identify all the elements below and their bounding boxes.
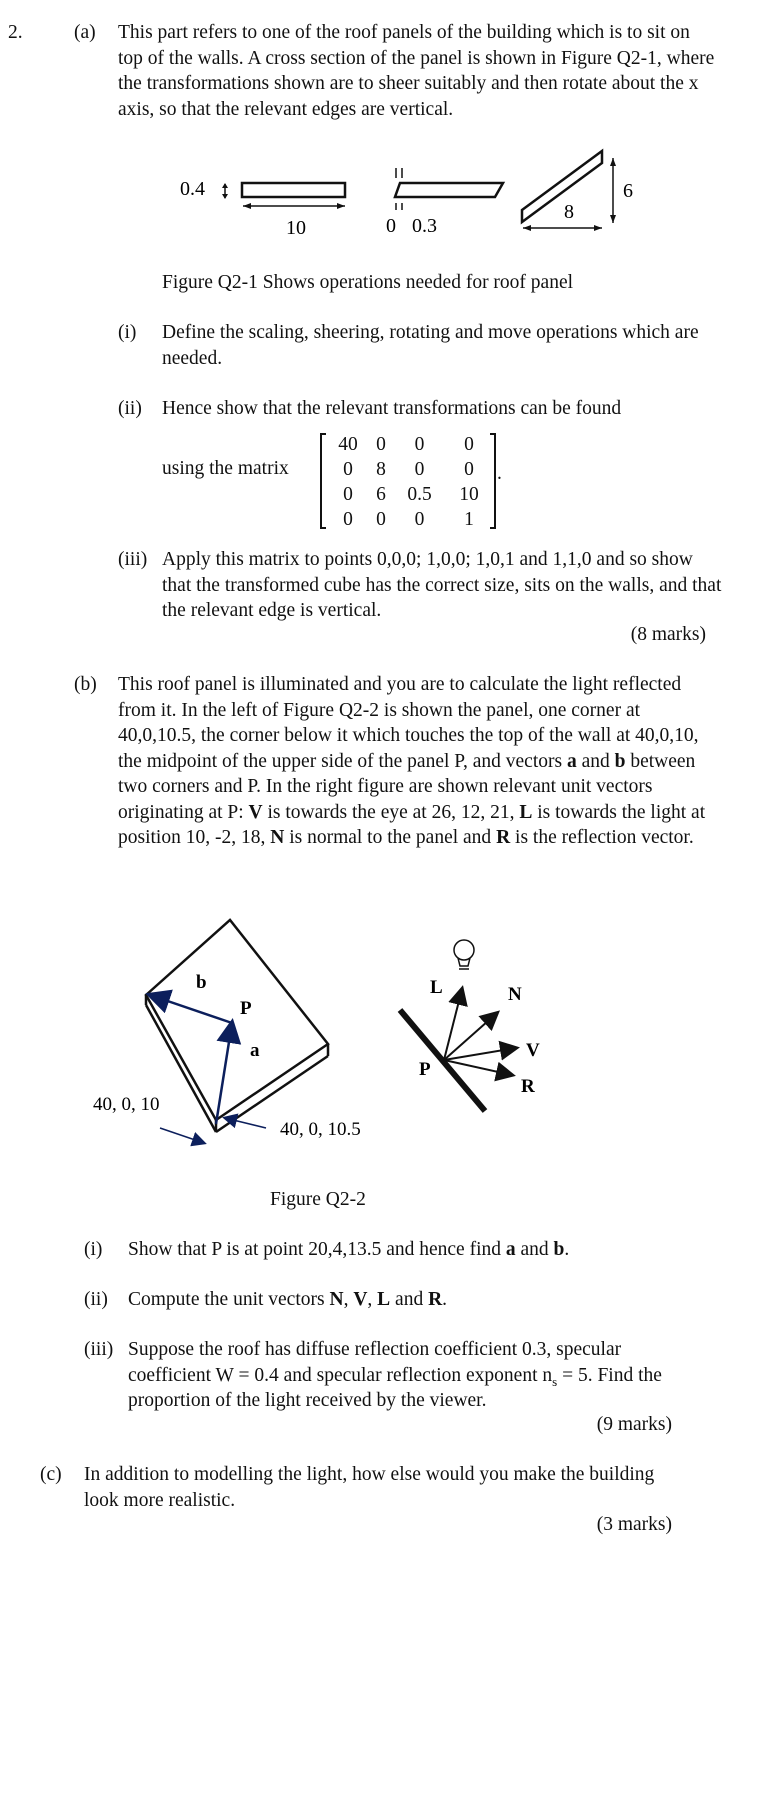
part-b-i-text: Show that P is at point 20,4,13.5 and hence find a and b.: [128, 1239, 570, 1260]
point-p-label: P: [240, 998, 252, 1019]
surface-line: [400, 1010, 485, 1111]
zero-label: 0: [386, 215, 396, 237]
thickness-label: 0.4: [180, 178, 205, 200]
rotated-panel: [522, 151, 602, 222]
figure-q2-1-caption: Figure Q2-1 Shows operations needed for roof panel: [162, 272, 574, 293]
transformation-matrix: [320, 432, 496, 532]
figure-q2-1: [150, 148, 670, 248]
part-c-marks: (3 marks): [596, 1514, 672, 1535]
part-b-label: (b): [74, 674, 97, 695]
length-label: 10: [286, 217, 306, 239]
vector-l-label: L: [430, 977, 443, 998]
corner-high-label: 40, 0, 10.5: [280, 1119, 361, 1140]
part-a-iii-text: Apply this matrix to points 0,0,0; 1,0,0; 1,0,1 and 1,1,0 and so show that the transformed cube has the correct size, sits on the walls, and that the relevant edge is vertical.: [162, 549, 722, 621]
point-p2-label: P: [419, 1059, 431, 1080]
height-label: 6: [623, 180, 633, 202]
roof-panel: [146, 920, 328, 1132]
vector-v-label: V: [526, 1040, 540, 1061]
part-a-ii-text2: using the matrix: [162, 458, 289, 479]
vector-a-label: a: [250, 1040, 260, 1061]
part-a-ii-label: (ii): [118, 398, 142, 419]
vector-n-label: N: [508, 984, 522, 1005]
lightbulb-icon: [454, 940, 474, 969]
slant-label: 8: [564, 201, 574, 223]
part-a-ii-text: Hence show that the relevant transformations can be found: [162, 398, 622, 419]
part-b-text: This roof panel is illuminated and you are to calculate the light reflected from it. In the left of Figure Q2-2 is shown the panel, one corner at 40,0,10.5, the corner below it which touches the top of the wall at 40,0,10, the midpoint of the upper side of the panel P, and vectors a and b between two corners and P. In the right figure are shown relevant unit vectors originating at P: V is towards the eye at 26, 12, 21, L is towards the light at position 10, -2, 18, N is normal to the panel and R is the reflection vector.: [118, 674, 706, 848]
matrix-period: .: [497, 463, 502, 484]
shift-label: 0.3: [412, 215, 437, 237]
original-panel: [242, 183, 345, 197]
matrix-row: 0 6 0.5 10: [343, 484, 479, 505]
part-b-marks: (9 marks): [596, 1414, 672, 1435]
part-a-marks: (8 marks): [630, 624, 706, 645]
vector-b-arrow: [150, 995, 232, 1023]
question-number: 2.: [8, 22, 23, 43]
part-b-iii-text: Suppose the roof has diffuse reflection coefficient 0.3, specular coefficient W = 0.4 and specular reflection exponent $n_s = 5$. Find the proportion of the light received by the viewer.: [128, 1339, 662, 1411]
vector-l-arrow: [444, 989, 462, 1060]
part-b-i-label: (i): [84, 1239, 103, 1260]
part-a-i-label: (i): [118, 322, 137, 343]
matrix-row: 40 0 0 0: [338, 434, 474, 455]
figure-q2-2: [80, 910, 600, 1160]
part-a-label: (a): [74, 22, 96, 43]
matrix-row: 0 8 0 0: [343, 459, 474, 480]
corner-low-label: 40, 0, 10: [93, 1094, 160, 1115]
vector-a-arrow: [216, 1023, 232, 1124]
part-a-text: This part refers to one of the roof panels of the building which is to sit on top of the walls. A cross section of the panel is shown in Figure Q2-1, where the transformations shown are to sheer suitably and then rotate about the x axis, so that the relevant edges are vertical.: [118, 22, 715, 120]
part-c-text: In addition to modelling the light, how else would you make the building look more realistic.: [84, 1464, 655, 1511]
part-c-label: (c): [40, 1464, 62, 1485]
figure-q2-2-caption: Figure Q2-2: [270, 1189, 366, 1210]
part-a-iii-label: (iii): [118, 549, 148, 570]
part-b-ii-text: Compute the unit vectors N, V, L and R.: [128, 1289, 448, 1310]
matrix-row: 0 0 0 1: [343, 509, 474, 530]
part-b-ii-label: (ii): [84, 1289, 108, 1310]
part-b-iii-label: (iii): [84, 1339, 114, 1360]
sheared-panel: [395, 183, 503, 197]
vector-b-label: b: [196, 972, 207, 993]
panel-top-face: [146, 920, 328, 1120]
vector-r-label: R: [521, 1076, 535, 1097]
corner-low-pointer: [160, 1128, 204, 1143]
part-a-i-text: Define the scaling, sheering, rotating and move operations which are needed.: [162, 322, 699, 369]
